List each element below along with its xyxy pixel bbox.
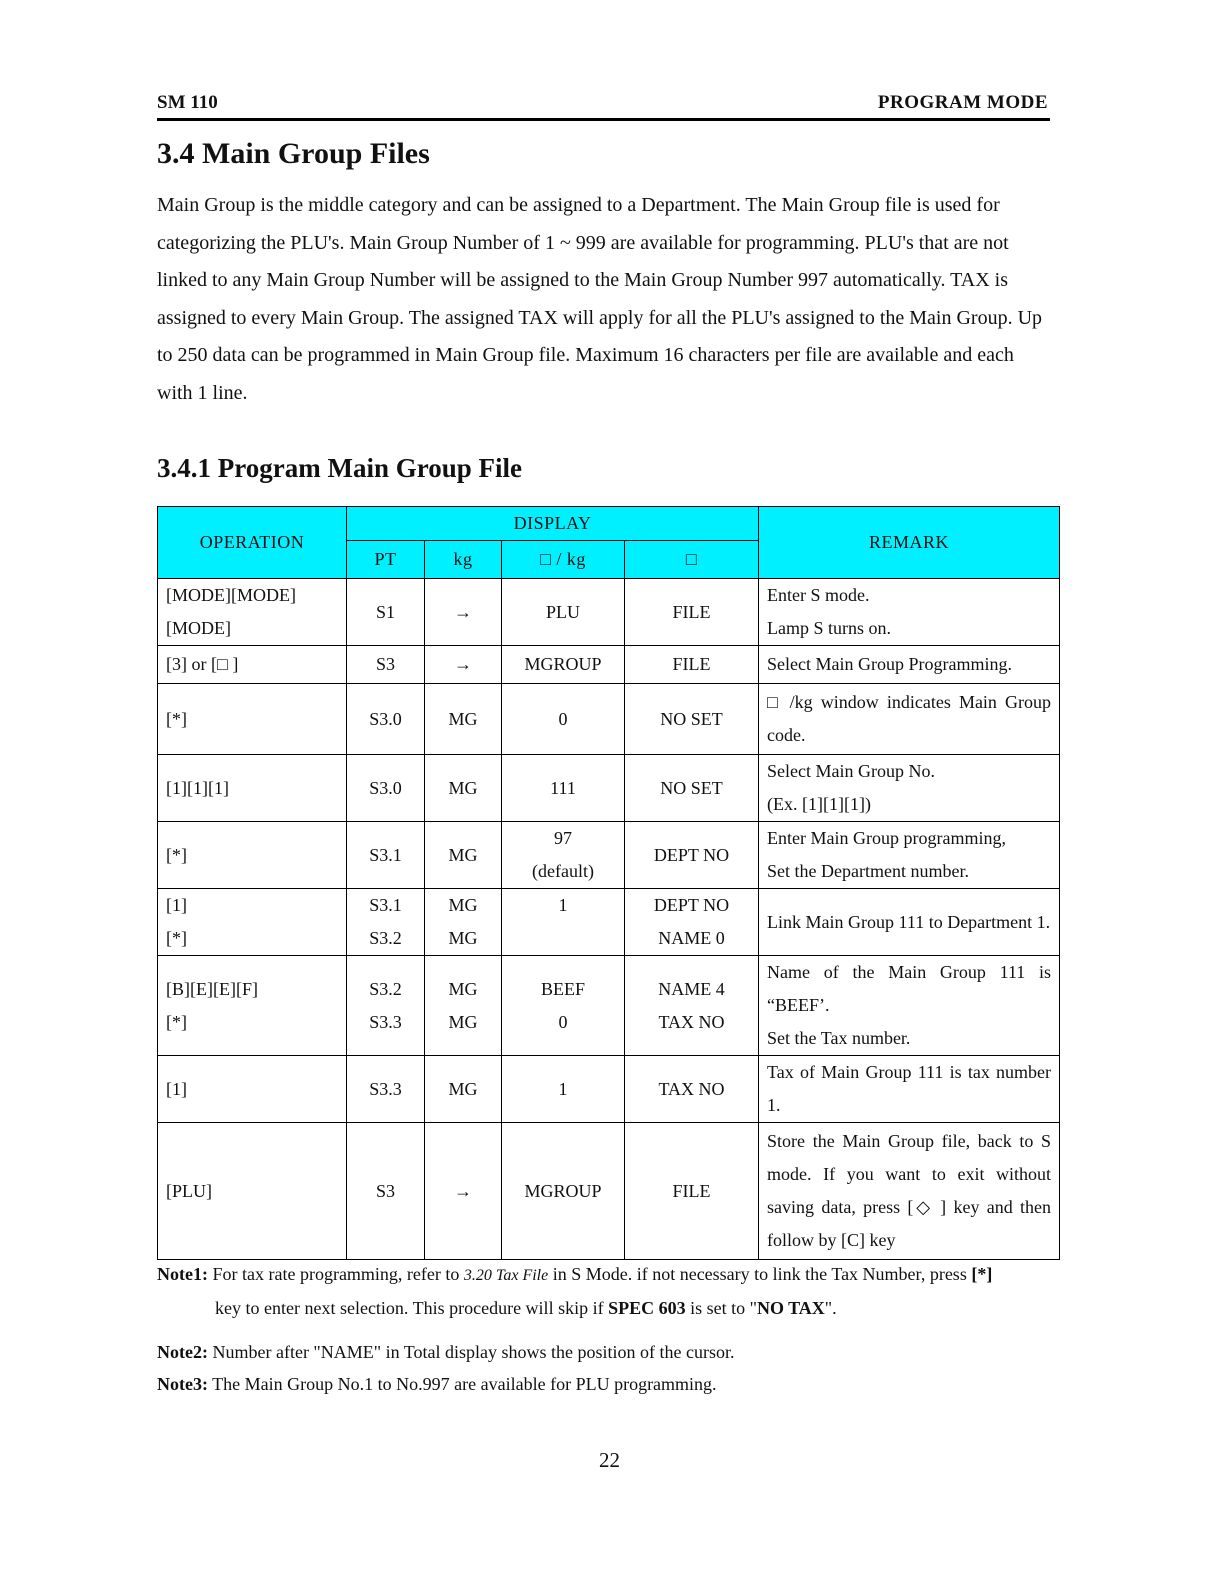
kg-cell: → (425, 579, 502, 646)
pt-cell: S3 (347, 646, 425, 684)
note-3 (157, 1368, 1057, 1400)
pt-cell: S3.0 (347, 684, 425, 755)
remark-cell: Store the Main Group file, back to S mode. If you want to exit without saving data, press [◇ ] key and then follow by [C] key (759, 1123, 1060, 1260)
notes (157, 1258, 1057, 1400)
pt-cell: S3.1 (369, 895, 402, 915)
table-row (158, 889, 1060, 956)
header-model: SM 110 (157, 92, 218, 113)
per-kg-cell: 1 (502, 1056, 625, 1123)
note-label: Note1: (157, 1264, 208, 1284)
note-text: For tax rate programming, refer to (212, 1264, 460, 1284)
table-row (158, 579, 1060, 646)
remark-cell: Enter Main Group programming, (767, 828, 1006, 848)
remark-cell: (Ex. [1][1][1]) (767, 794, 871, 814)
remark-cell: Lamp S turns on. (767, 618, 892, 638)
note-spec: SPEC 603 (608, 1298, 686, 1318)
table-row (158, 646, 1060, 684)
pt-cell: S3.1 (347, 822, 425, 889)
per-kg-cell: 97 (554, 828, 572, 848)
operation-cell: [PLU] (158, 1123, 347, 1260)
per-kg-cell: 0 (558, 1011, 568, 1032)
note-1 (157, 1258, 1057, 1324)
per-kg-cell: 0 (502, 684, 625, 755)
note-label: Note2: (157, 1342, 208, 1362)
remark-cell: Name of the Main Group 111 is “BEEF’. (767, 962, 1052, 1015)
kg-cell: MG (448, 895, 478, 915)
subsection-title: 3.4.1 Program Main Group File (157, 453, 522, 483)
total-cell: FILE (625, 646, 759, 684)
per-kg-cell: MGROUP (502, 1123, 625, 1260)
note-key: [*] (971, 1264, 993, 1284)
table-row (158, 755, 1060, 822)
remark-cell: Tax of Main Group 111 is tax number 1. (759, 1056, 1060, 1123)
remark-cell: Set the Tax number. (767, 1028, 911, 1048)
kg-cell: MG (448, 978, 478, 999)
total-cell: NAME 0 (658, 928, 725, 948)
kg-cell: MG (448, 1011, 478, 1032)
remark-cell: Select Main Group No. (767, 761, 936, 781)
pt-cell: S3.2 (369, 978, 402, 999)
per-kg-cell: 1 (558, 895, 568, 915)
table-row (158, 822, 1060, 889)
operation-cell: [1] (158, 1056, 347, 1123)
header-section: PROGRAM MODE (877, 92, 1048, 113)
note-text: Number after "NAME" in Total display shows the position of the cursor. (212, 1342, 735, 1362)
pt-cell: S1 (347, 579, 425, 646)
pt-cell: S3.2 (369, 928, 402, 948)
page-header (157, 90, 1050, 121)
kg-cell: MG (425, 1056, 502, 1123)
table-row (158, 1123, 1060, 1260)
header-pt: PT (347, 541, 425, 579)
operation-cell: [*] (166, 928, 187, 948)
pt-cell: S3.0 (347, 755, 425, 822)
operation-cell: [MODE][MODE] (166, 585, 296, 605)
note-text: key to enter next selection. This procedure will skip if (215, 1298, 604, 1318)
kg-cell: → (425, 1123, 502, 1260)
remark-cell: □ /kg window indicates Main Group code. (759, 684, 1060, 755)
operation-cell: [1] (166, 895, 187, 915)
total-cell: NO SET (625, 755, 759, 822)
kg-cell: MG (425, 822, 502, 889)
header-operation: OPERATION (158, 507, 347, 579)
operation-cell: [3] or [□ ] (158, 646, 347, 684)
program-table (157, 506, 1060, 1260)
remark-cell: Enter S mode. (767, 585, 870, 605)
per-kg-cell: BEEF (540, 978, 585, 999)
section-title: 3.4 Main Group Files (157, 137, 430, 170)
pt-cell: S3 (347, 1123, 425, 1260)
section-intro: Main Group is the middle category and can be assigned to a Department. The Main Group file is used for categorizing the PLU's. Main Group Number of 1 ~ 999 are available for programming. PLU's that are not linked to any Main Group Number will be assigned to the Main Group Number 997 automatically. TAX is assigned to every Main Group. The assigned TAX will apply for all the PLU's assigned to the Main Group. Up to 250 data can be programmed in Main Group file. Maximum 16 characters per file are available and each with 1 line. (157, 194, 1043, 404)
header-remark: REMARK (759, 507, 1060, 579)
remark-cell: Link Main Group 111 to Department 1. (759, 889, 1060, 956)
kg-cell: MG (425, 684, 502, 755)
note-continuation (157, 1292, 1057, 1324)
operation-cell: [1][1][1] (158, 755, 347, 822)
operation-cell: [*] (166, 1011, 187, 1032)
kg-cell: MG (425, 755, 502, 822)
remark-cell: Select Main Group Programming. (759, 646, 1060, 684)
pt-cell: S3.3 (347, 1056, 425, 1123)
page-number: 22 (599, 1448, 620, 1472)
header-per-kg: □ / kg (502, 541, 625, 579)
header-total: □ (625, 541, 759, 579)
note-reference: 3.20 Tax File (463, 1267, 549, 1284)
note-text: in S Mode. if not necessary to link the Tax Number, press (552, 1264, 967, 1284)
per-kg-cell: PLU (502, 579, 625, 646)
header-kg: kg (425, 541, 502, 579)
operation-cell: [MODE] (166, 618, 231, 638)
table-row (158, 956, 1060, 1056)
total-cell: DEPT NO (653, 895, 730, 915)
total-cell: DEPT NO (625, 822, 759, 889)
operation-cell: [B][E][E][F] (166, 978, 258, 999)
note-label: Note3: (157, 1374, 208, 1394)
note-text: ". (824, 1298, 837, 1318)
per-kg-cell: (default) (532, 861, 594, 881)
total-cell: FILE (625, 1123, 759, 1260)
table-row (158, 1056, 1060, 1123)
remark-cell: Set the Department number. (767, 861, 969, 881)
note-text: The Main Group No.1 to No.997 are available for PLU programming. (212, 1374, 717, 1394)
kg-cell: → (425, 646, 502, 684)
note-2 (157, 1336, 1057, 1368)
per-kg-cell: MGROUP (502, 646, 625, 684)
operation-cell: [*] (158, 684, 347, 755)
total-cell: FILE (625, 579, 759, 646)
kg-cell: MG (448, 928, 478, 948)
per-kg-cell: 111 (502, 755, 625, 822)
total-cell: NAME 4 (658, 978, 725, 999)
table-row (158, 684, 1060, 755)
total-cell: NO SET (625, 684, 759, 755)
pt-cell: S3.3 (369, 1011, 402, 1032)
total-cell: TAX NO (625, 1056, 759, 1123)
note-notax: NO TAX (756, 1298, 825, 1318)
header-display: DISPLAY (347, 507, 759, 541)
total-cell: TAX NO (658, 1011, 725, 1032)
note-text: is set to " (690, 1298, 757, 1318)
operation-cell: [*] (158, 822, 347, 889)
